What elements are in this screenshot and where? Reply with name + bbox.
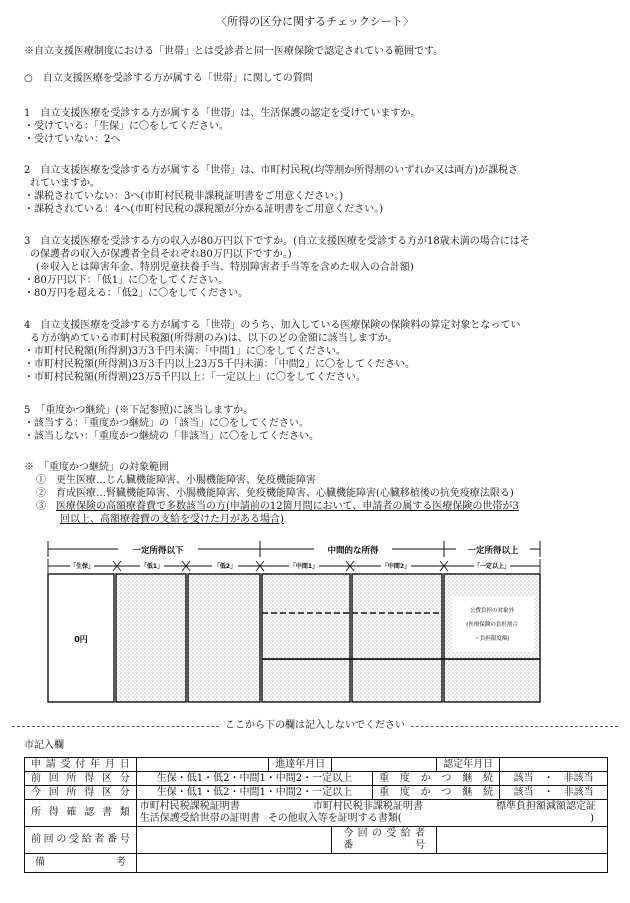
label-forward-date: 進達年月日 bbox=[269, 758, 332, 772]
office-use-separator bbox=[12, 719, 618, 733]
value-forward-date[interactable] bbox=[332, 758, 437, 772]
q1-option-2: ・受けていない：2へ bbox=[24, 134, 121, 145]
block-seiho-zero: 0円 bbox=[74, 635, 88, 644]
q4-option-3: ・市町村民税額(所得割)23万5千円以上：「一定以上」に〇をしてください。 bbox=[24, 372, 366, 383]
question-2-line1: 2 自立支援医療を受診する方が属する「世帯」は、市町村民税(均等割か所得割のいずれか又は両方)が課税さ bbox=[24, 165, 519, 176]
block-middle2 bbox=[352, 574, 442, 702]
previous-class-options[interactable]: 生保・低1・低2・中間1・中間2・一定以上 bbox=[136, 772, 372, 786]
label-previous-severe: 重度かつ継続 bbox=[373, 772, 500, 786]
value-previous-recipient-number[interactable] bbox=[136, 827, 332, 854]
q2-option-2: ・課税されている：4へ(市町村民税の課税額が分かる証明書をご用意ください。) bbox=[24, 204, 384, 215]
section-heading: ○ 自立支援医療を受診する方が属する「世帯」に関しての質問 bbox=[24, 73, 313, 84]
category-label-low1: 「低1」 bbox=[140, 563, 164, 570]
q4-option-2: ・市町村民税額(所得割)3万3千円以上23万5千円未満：「中間2」に〇をしてください。 bbox=[24, 359, 415, 370]
ineligible-label-3: ・負担限度額) bbox=[474, 636, 510, 642]
row-recipient-number bbox=[25, 827, 608, 854]
office-caption: 市記入欄 bbox=[24, 740, 64, 751]
group-label-high: 一定所得以上 bbox=[467, 546, 519, 556]
label-current-class: 今回所得区分 bbox=[25, 786, 137, 800]
label-previous-class: 前回所得区分 bbox=[25, 772, 137, 786]
row-previous-class bbox=[25, 772, 608, 786]
income-documents-options[interactable]: 市町村民税課税証明書 市町村民税非課税証明書 標準負担額減額認定証 生活保護受給世帯の証明書 その他収入等を証明する書類( ) bbox=[136, 800, 607, 827]
q3-option-2: ・80万円を超える：「低2」に〇をしてください。 bbox=[24, 288, 249, 299]
page-title: 〈所得の区分に関するチェックシート〉 bbox=[216, 15, 414, 28]
category-label-middle1: 「中間1」 bbox=[289, 563, 319, 570]
q1-option-1: ・受けている：「生保」に〇をしてください。 bbox=[24, 121, 229, 132]
q5-option-2: ・該当しない：「重度かつ継続の「非該当」に〇をしてください。 bbox=[24, 431, 319, 442]
question-3-line1: 3 自立支援医療を受診する方の収入が80万円以下ですか。(自立支援医療を受診する方が18歳未満の場合にはそ bbox=[24, 236, 530, 247]
value-current-recipient-number[interactable] bbox=[437, 827, 608, 854]
value-application-date[interactable] bbox=[136, 758, 269, 772]
q2-option-1: ・課税されていない：3へ(市町村民税非課税証明書をご用意ください。) bbox=[24, 191, 344, 202]
q3-income-note: (※収入とは障害年金、特別児童扶養手当、特別障害者手当等を含めた収入の合計額) bbox=[36, 262, 414, 273]
q5-option-1: ・該当する：「重度かつ継続」の「該当」に〇をしてください。 bbox=[24, 418, 309, 429]
value-approval-date[interactable] bbox=[500, 758, 608, 772]
ineligible-label-2: (医療保険の負担割合 bbox=[466, 622, 518, 628]
scope-item-3-line1: ③ 医療保険の高額療養費で多数該当の方(申請前の12箇月間において、申請者の属する医療保険の世帯が3 bbox=[36, 501, 519, 512]
row-income-documents bbox=[25, 800, 608, 827]
label-income-documents: 所得確認書類 bbox=[25, 800, 137, 827]
scope-heading: ※ 「重度かつ継続」の対象範囲 bbox=[24, 462, 169, 473]
block-middle1 bbox=[262, 574, 350, 702]
household-note: ※自立支援医療制度における「世帯」とは受診者と同一医療保険で認定されている範囲です。 bbox=[24, 46, 444, 57]
question-3-line2: の保護者の収入が保護者全員それぞれ80万円以下ですか。) bbox=[30, 249, 292, 260]
row-dates bbox=[25, 758, 608, 772]
question-5: 5 「重度かつ継続」(※下記参照)に該当しますか。 bbox=[24, 405, 254, 416]
q3-option-1: ・80万円以下：「低1」に〇をしてください。 bbox=[24, 275, 229, 286]
q4-option-1: ・市町村民税額(所得割)3万3千円未満：「中間1」に〇をしてください。 bbox=[24, 346, 346, 357]
question-1: 1 自立支援医療を受診する方が属する「世帯」は、生活保護の認定を受けていますか。 bbox=[24, 108, 421, 119]
block-low2 bbox=[188, 574, 260, 702]
value-remarks[interactable] bbox=[136, 854, 607, 873]
label-remarks: 備考 bbox=[25, 854, 137, 873]
label-current-severe: 重度かつ継続 bbox=[373, 786, 500, 800]
group-label-low: 一定所得以下 bbox=[132, 546, 184, 556]
question-2-line2: れていますか。 bbox=[30, 178, 100, 189]
row-current-class bbox=[25, 786, 608, 800]
category-label-low2: 「低2」 bbox=[213, 563, 237, 570]
category-label-high: 「一定以上」 bbox=[473, 563, 511, 570]
block-low1 bbox=[116, 574, 186, 702]
previous-severe-options[interactable]: 該当 ・ 非該当 bbox=[500, 772, 608, 786]
group-label-middle: 中間的な所得 bbox=[327, 546, 379, 556]
row-remarks bbox=[25, 854, 608, 873]
category-label-seiho: 「生保」 bbox=[69, 563, 95, 570]
label-approval-date: 認定年月日 bbox=[437, 758, 500, 772]
separator-label: ここから下の欄は記入しないでください bbox=[219, 720, 411, 731]
current-severe-options[interactable]: 該当 ・ 非該当 bbox=[500, 786, 608, 800]
question-4-line1: 4 自立支援医療を受診する方が属する「世帯」のうち、加入している医療保険の保険料の算定対象となってい bbox=[24, 320, 521, 331]
scope-item-3-line2: 回以上、高額療養費の支給を受けた月がある場合) bbox=[60, 514, 284, 525]
question-4-line2: る方が納めている市町村民税額(所得割のみ)は、以下のどの金額に該当しますか。 bbox=[30, 333, 398, 344]
label-application-date: 申請受付年月日 bbox=[25, 758, 137, 772]
current-class-options[interactable]: 生保・低1・低2・中間1・中間2・一定以上 bbox=[136, 786, 372, 800]
office-use-table bbox=[24, 757, 608, 873]
scope-item-2: ② 育成医療…腎臓機能障害、小腸機能障害、免疫機能障害、心臓機能障害(心臓移植後の抗免疫療法限る) bbox=[36, 488, 514, 499]
category-label-middle2: 「中間2」 bbox=[381, 563, 411, 570]
label-current-recipient-number: 今回の受給者 番 号 bbox=[332, 827, 437, 854]
label-previous-recipient-number: 前回の受給者番号 bbox=[25, 827, 137, 854]
ineligible-label-1: 公費負担の対象外 bbox=[469, 608, 515, 614]
scope-item-1: ① 更生医療…じん臓機能障害、小腸機能障害、免疫機能障害 bbox=[36, 475, 316, 486]
